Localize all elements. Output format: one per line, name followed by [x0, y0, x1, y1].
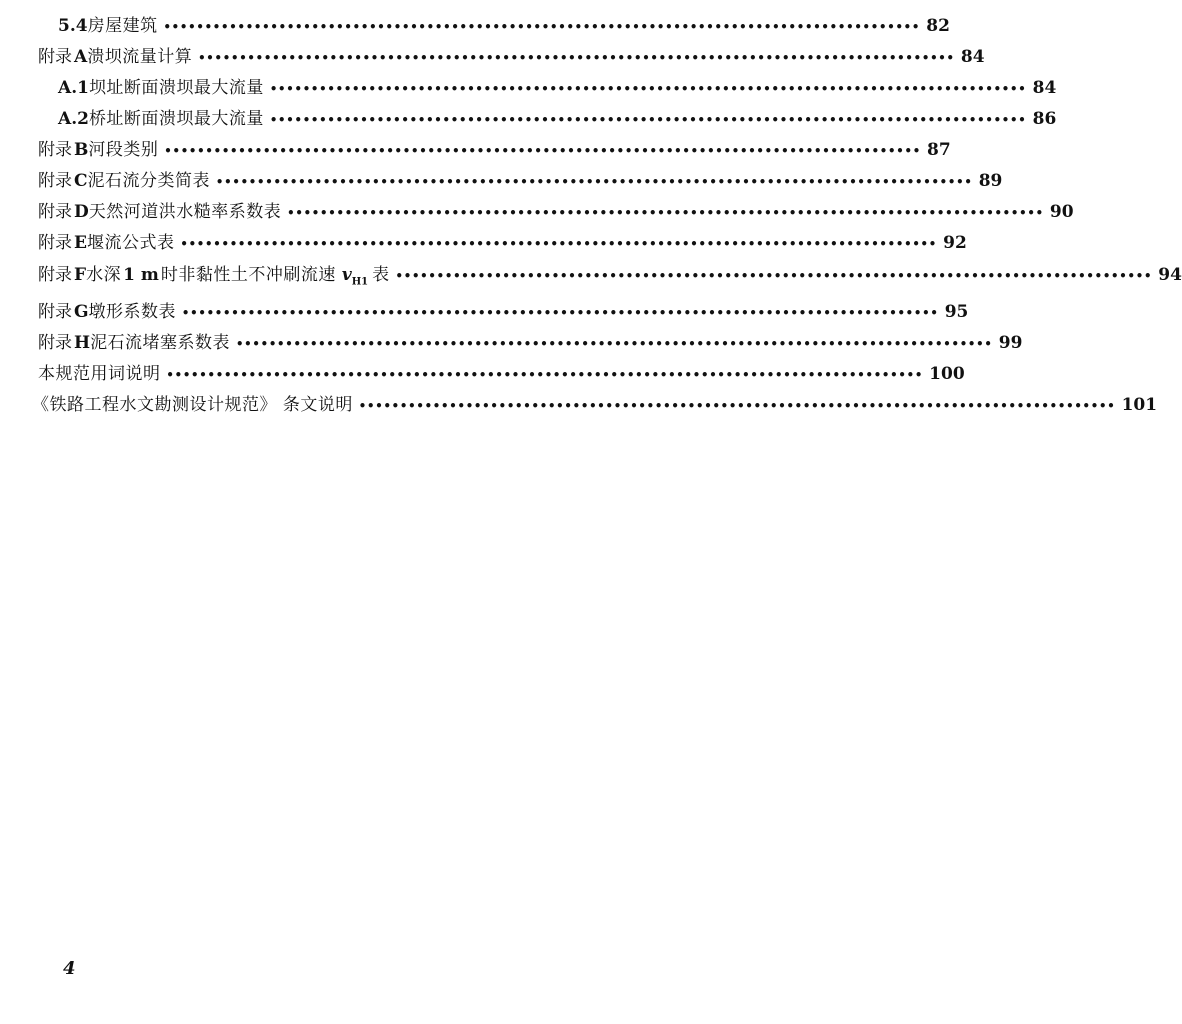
toc-title: 《铁路工程水文勘测设计规范》 条文说明	[32, 395, 353, 415]
toc-page-number: 100	[929, 364, 965, 384]
toc-entry-5-4[interactable]	[38, 12, 950, 43]
toc-leader-dots: ••••••••••••••••••••••••••••••••••••••••••••••••••••••••••••••••••••••••••••••••••••••••••••	[269, 82, 1027, 96]
toc-appendix-code: E	[74, 233, 87, 253]
toc-page-number: 101	[1121, 395, 1158, 415]
toc-page-number: 87	[927, 140, 951, 160]
toc-title: 溃坝流量计算	[87, 47, 193, 67]
toc-leader-dots: ••••••••••••••••••••••••••••••••••••••••••••••••••••••••••••••••••••••••••••••••••••••••••••	[166, 368, 924, 382]
toc-page-number: 99	[998, 333, 1023, 353]
toc-page-number: 92	[943, 233, 967, 253]
toc-entry-a-2[interactable]	[38, 105, 1057, 136]
toc-page-number: 95	[944, 302, 969, 322]
toc-entry-appendix-c[interactable]	[38, 167, 1003, 198]
toc-appendix-code: A	[74, 47, 88, 67]
toc-page-number: 86	[1032, 109, 1057, 129]
toc-entry-explanation[interactable]	[32, 391, 1158, 422]
toc-page-number: 84	[1032, 78, 1057, 98]
toc-prefix: 附录	[38, 171, 72, 191]
toc-prefix: 附录	[38, 140, 72, 160]
toc-leader-dots: ••••••••••••••••••••••••••••••••••••••••••••••••••••••••••••••••••••••••••••••••••••••••••••	[216, 175, 973, 189]
toc-prefix: 附录	[38, 202, 72, 222]
toc-page-number: 82	[926, 16, 950, 36]
toc-leader-dots: ••••••••••••••••••••••••••••••••••••••••••••••••••••••••••••••••••••••••••••••••••••••••••••	[236, 337, 993, 351]
toc-title-depth: 1 m	[123, 265, 159, 285]
toc-leader-dots: ••••••••••••••••••••••••••••••••••••••••••••••••••••••••••••••••••••••••••••••••••••••••••••	[287, 206, 1044, 220]
toc-entry-appendix-f[interactable]	[38, 260, 1182, 298]
toc-prefix: 附录	[38, 302, 72, 322]
toc-entry-appendix-b[interactable]	[38, 136, 951, 167]
velocity-symbol: $v_{H1}$	[341, 265, 369, 288]
toc-title: 本规范用词说明	[38, 364, 161, 384]
toc-entry-appendix-e[interactable]	[38, 229, 967, 260]
toc-leader-dots: ••••••••••••••••••••••••••••••••••••••••••••••••••••••••••••••••••••••••••••••••••••••••••••	[358, 399, 1116, 413]
toc-entry-terms[interactable]	[38, 360, 965, 391]
toc-prefix: 附录	[38, 47, 72, 67]
toc-leader-dots: ••••••••••••••••••••••••••••••••••••••••••••••••••••••••••••••••••••••••••••••••••••••••••••	[198, 51, 955, 65]
toc-leader-dots: ••••••••••••••••••••••••••••••••••••••••••••••••••••••••••••••••••••••••••••••••••••••••••••	[163, 20, 921, 34]
toc-appendix-code: G	[74, 302, 89, 322]
toc-appendix-code: F	[74, 265, 87, 285]
toc-entry-a-1[interactable]	[38, 74, 1057, 105]
toc-title: 桥址断面溃坝最大流量	[88, 109, 264, 129]
toc-prefix: 附录	[38, 265, 72, 285]
toc-entry-appendix-d[interactable]	[38, 198, 1074, 229]
toc-appendix-code: C	[74, 171, 88, 191]
toc-leader-dots: ••••••••••••••••••••••••••••••••••••••••••••••••••••••••••••••••••••••••••••••••••••••••••••	[180, 237, 938, 251]
toc-entry-appendix-h[interactable]	[38, 329, 1023, 360]
toc-leader-dots: ••••••••••••••••••••••••••••••••••••••••••••••••••••••••••••••••••••••••••••••••••••••••••••	[269, 113, 1027, 127]
toc-title: 泥石流堵塞系数表	[90, 333, 231, 353]
toc-title: 泥石流分类简表	[87, 171, 211, 191]
toc-leader-dots: ••••••••••••••••••••••••••••••••••••••••••••••••••••••••••••••••••••••••••••••••••••••••••••	[395, 269, 1153, 283]
toc-title-part: 时非黏性土不冲刷流速	[160, 265, 336, 285]
toc-leader-dots: ••••••••••••••••••••••••••••••••••••••••••••••••••••••••••••••••••••••••••••••••••••••••••••	[182, 306, 939, 320]
toc-page-number: 94	[1158, 265, 1182, 285]
toc-section-number: 5.4	[58, 16, 88, 36]
toc-section-number: A.2	[58, 109, 89, 129]
toc-title: 河段类别	[88, 140, 159, 160]
toc-appendix-code: H	[74, 333, 91, 353]
page-number: 4	[63, 958, 76, 979]
toc-page-number: 84	[960, 47, 985, 67]
toc-page-number: 89	[978, 171, 1003, 191]
toc-appendix-code: B	[74, 140, 89, 160]
toc-entry-appendix-a[interactable]	[38, 43, 985, 74]
toc-title: 房屋建筑	[87, 16, 158, 36]
toc-title-part: 表	[372, 265, 390, 285]
toc-title: 坝址断面溃坝最大流量	[88, 78, 264, 98]
toc-title: 堰流公式表	[86, 233, 175, 253]
toc-title-part: 水深	[86, 265, 122, 285]
toc-page-number: 90	[1049, 202, 1074, 222]
toc-prefix: 附录	[38, 333, 72, 353]
toc-appendix-code: D	[74, 202, 89, 222]
toc-leader-dots: ••••••••••••••••••••••••••••••••••••••••••••••••••••••••••••••••••••••••••••••••••••••••••••	[164, 144, 922, 158]
table-of-contents	[32, 12, 1182, 422]
toc-section-number: A.1	[58, 78, 89, 98]
toc-prefix: 附录	[38, 233, 72, 253]
toc-title: 天然河道洪水糙率系数表	[88, 202, 282, 222]
toc-entry-appendix-g[interactable]	[38, 298, 969, 329]
toc-title: 墩形系数表	[88, 302, 177, 322]
